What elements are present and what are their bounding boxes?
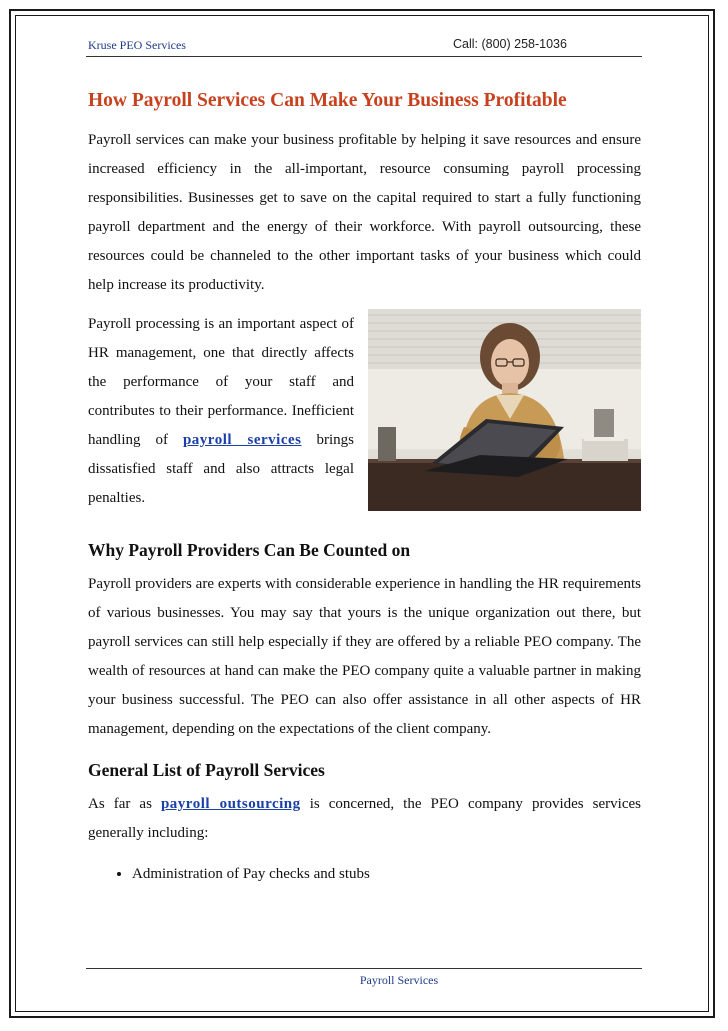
paragraph-text: Payroll processing is an important aspect of HR management, one that directly affects the performance of your staff and contributes to their performance. Inefficient handling of xyxy=(88,316,354,448)
paragraph-text: is concerned, the PEO company provides services generally including: xyxy=(88,796,641,841)
header-divider xyxy=(86,56,642,57)
header-phone-number: Call: (800) 258-1036 xyxy=(453,37,567,51)
paragraph-text: As far as xyxy=(88,796,161,812)
payroll-processing-paragraph xyxy=(88,310,354,513)
intro-paragraph: Payroll services can make your business profitable by helping it save resources and ensure increased efficiency in the all-important, resource consuming payroll processing responsibilities. Businesses get to save on the capital required to start a fully functioning payroll department and the energy of their workforce. With payroll outsourcing, these resources could be channeled to the other important tasks of your business which could help increase its productivity. xyxy=(88,132,641,293)
footer-divider xyxy=(86,968,642,969)
image-text-block xyxy=(88,310,641,524)
article-title: How Payroll Services Can Make Your Business Profitable xyxy=(88,90,567,111)
article-body xyxy=(88,88,641,886)
header-company-name: Kruse PEO Services xyxy=(88,38,186,52)
list-item: • Administration of Pay checks and stubs xyxy=(132,862,641,886)
footer-label: Payroll Services xyxy=(359,973,439,987)
section-heading-services-list: General List of Payroll Services xyxy=(88,760,325,780)
services-intro-paragraph xyxy=(88,790,641,848)
office-woman-laptop-photo xyxy=(368,309,641,511)
payroll-outsourcing-link[interactable]: payroll outsourcing xyxy=(160,796,301,812)
services-list xyxy=(88,862,641,886)
paragraph-text: brings dissatisfied staff and also attracts legal penalties. xyxy=(88,432,354,506)
section-heading-providers: Why Payroll Providers Can Be Counted on xyxy=(88,540,411,560)
payroll-services-link[interactable]: payroll services xyxy=(182,432,302,448)
providers-paragraph: Payroll providers are experts with considerable experience in handling the HR requirements of various businesses. You may say that yours is the unique organization out there, but payroll services can still help especially if they are offered by a reliable PEO company. The wealth of resources at hand can make the PEO company quite a valuable partner in making your business successful. The PEO can also offer assistance in all other aspects of HR management, depending on the expectations of the client company. xyxy=(88,576,641,737)
